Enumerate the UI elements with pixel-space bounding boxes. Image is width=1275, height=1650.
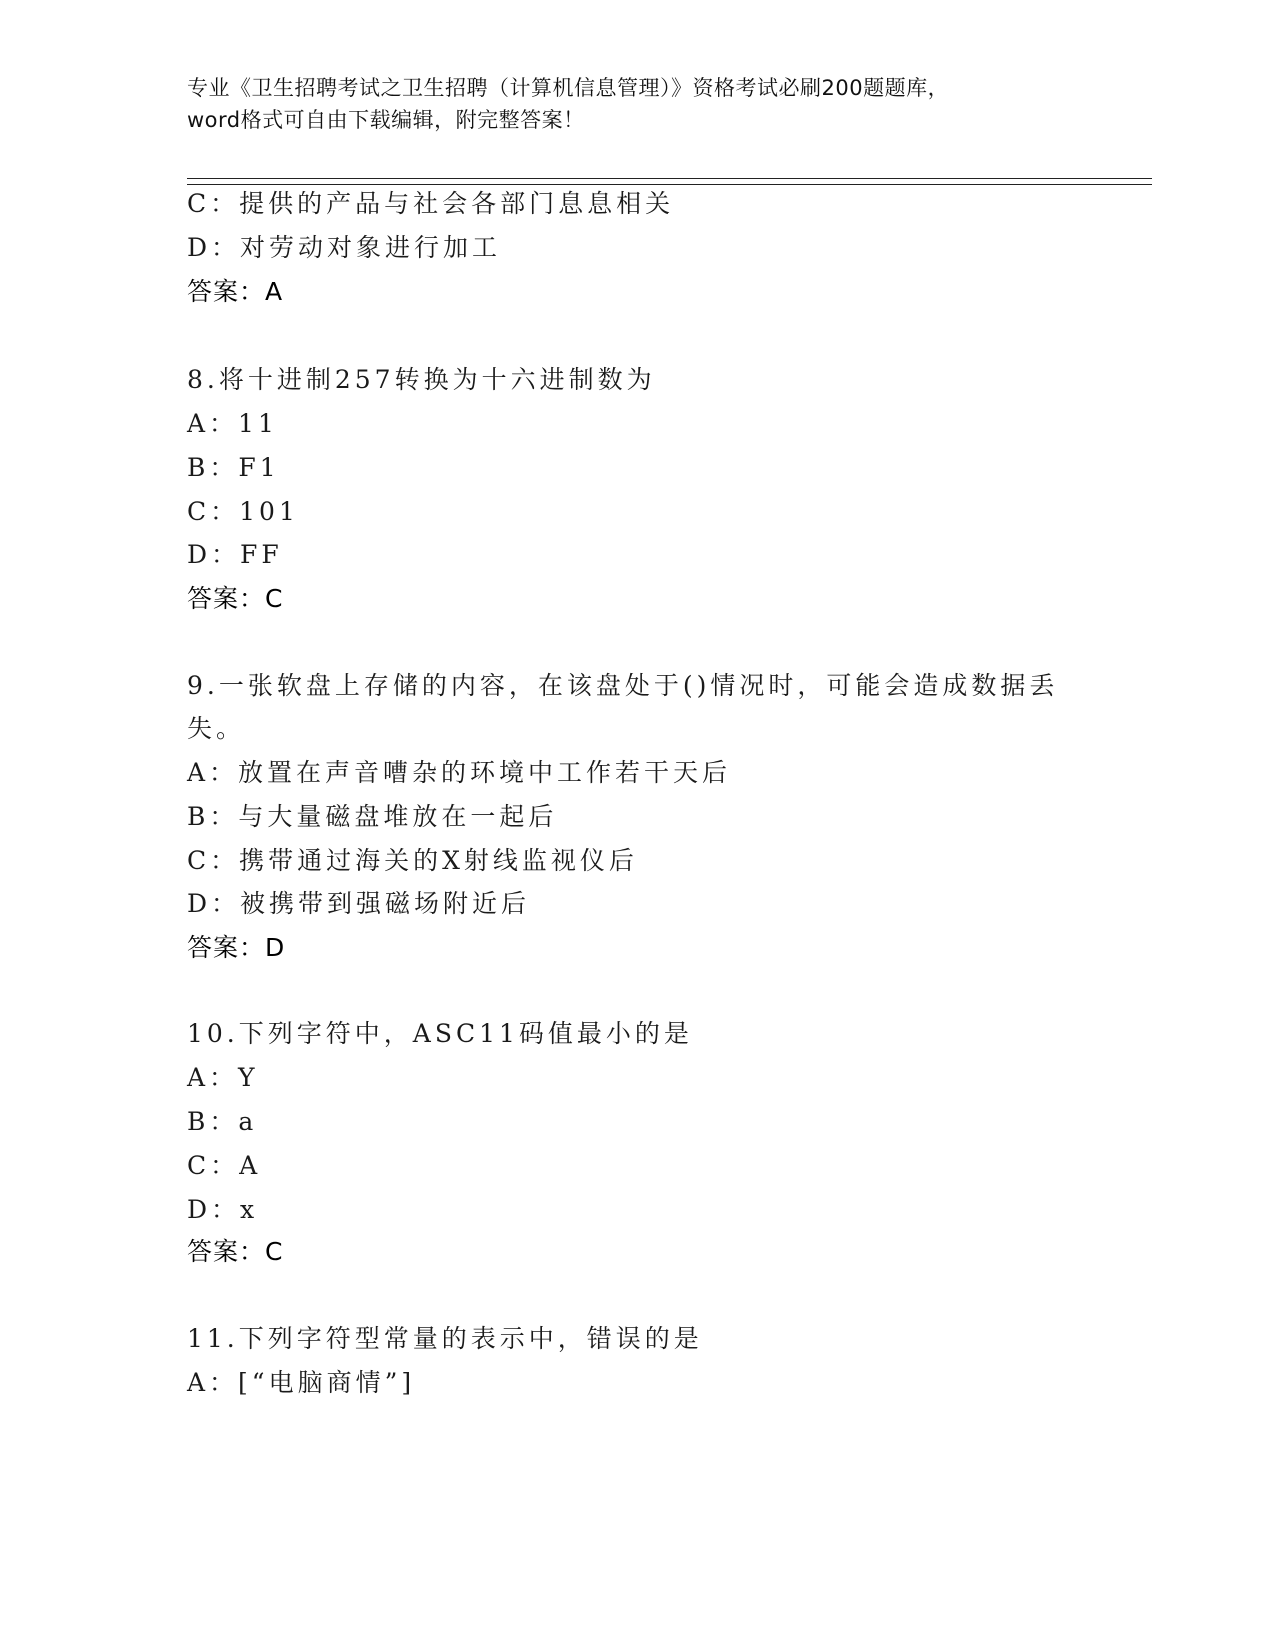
q9-question-line-1: 9.一张软盘上存储的内容，在该盘处于()情况时，可能会造成数据丢 [187, 671, 1059, 700]
q9-option-c: C：携带通过海关的X射线监视仪后 [187, 846, 638, 875]
q8-option-a: A：11 [187, 409, 278, 438]
header-rule-top [187, 178, 1152, 179]
q7-answer: 答案：A [187, 277, 284, 306]
q7-option-d: D：对劳动对象进行加工 [187, 233, 502, 262]
header-line-2: word格式可自由下载编辑，附完整答案！ [187, 108, 585, 132]
header-line-1: 专业《卫生招聘考试之卫生招聘（计算机信息管理）》资格考试必刷200题题库， [187, 76, 950, 100]
q7-option-c: C：提供的产品与社会各部门息息相关 [187, 189, 675, 218]
q8-answer: 答案：C [187, 584, 284, 613]
q10-option-b: B：a [187, 1107, 258, 1136]
q9-answer: 答案：D [187, 933, 286, 962]
q10-option-c: C：A [187, 1151, 262, 1180]
q10-answer: 答案：C [187, 1237, 284, 1266]
q8-option-d: D：FF [187, 540, 283, 569]
q10-option-a: A：Y [187, 1063, 259, 1092]
q11-question: 11.下列字符型常量的表示中，错误的是 [187, 1324, 703, 1353]
document-header [187, 72, 1087, 136]
q9-question-line-2: 失。 [187, 714, 246, 743]
q8-option-b: B：F1 [187, 453, 280, 482]
q9-option-d: D：被携带到强磁场附近后 [187, 889, 531, 918]
q8-question: 8.将十进制257转换为十六进制数为 [187, 365, 656, 394]
q9-option-a: A：放置在声音嘈杂的环境中工作若干天后 [187, 758, 732, 787]
q10-question: 10.下列字符中，ASC11码值最小的是 [187, 1019, 693, 1048]
header-rule-bottom [187, 184, 1152, 185]
q9-option-b: B：与大量磁盘堆放在一起后 [187, 802, 558, 831]
q8-option-c: C：101 [187, 497, 299, 526]
q11-option-a: A：[“电脑商情”] [187, 1368, 416, 1397]
q10-option-d: D：x [187, 1195, 259, 1224]
